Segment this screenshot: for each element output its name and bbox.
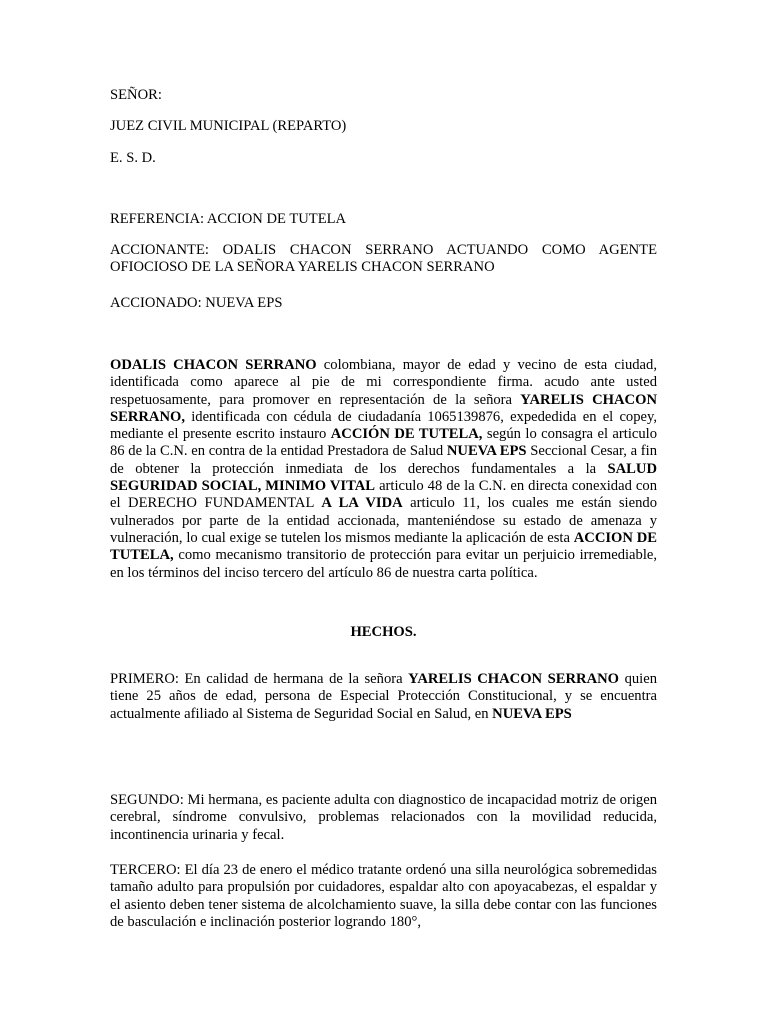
- fact-bold: NUEVA EPS: [492, 705, 572, 722]
- intro-bold: ODALIS CHACON SERRANO: [110, 357, 317, 373]
- fact-bold: YARELIS CHACON SERRANO: [408, 671, 620, 687]
- addressee: JUEZ CIVIL MUNICIPAL (REPARTO): [110, 118, 347, 134]
- plaintiff: ACCIONANTE: ODALIS CHACON SERRANO ACTUANDO COMO AGENTE OFIOCIOSO DE LA SEÑORA YARELIS CHACON SERRANO: [110, 242, 657, 276]
- intro-bold: YARELIS CHACON SERRANO,: [110, 391, 657, 425]
- intro-text: articulo 48 de la C.N. en directa conexidad con el DERECHO FUNDAMENTAL: [110, 478, 657, 512]
- intro-text: articulo 11, los cuales me están siendo vulnerados por parte de la entidad accionada, manteniéndose su estado de amenaza y vulneración, lo cual exige se tutelen los mismos mediante la aplicación de esta: [110, 495, 657, 546]
- esd-line: E. S. D.: [110, 150, 156, 166]
- intro-paragraph: [110, 357, 657, 582]
- section-heading: HECHOS.: [350, 623, 417, 640]
- fact-text: quien tiene 25 años de edad, persona de Especial Protección Constitucional, y se encuentra actualmente afiliado al Sistema de Seguridad Social en Salud, en: [110, 671, 657, 722]
- intro-bold: A LA VIDA: [321, 495, 403, 512]
- intro-text: Seccional Cesar, a fin de obtener la protección inmediata de los derechos fundamentales a la: [110, 443, 657, 477]
- intro-text: como mecanismo transitorio de protección para evitar un perjuicio irremediable, en los términos del inciso tercero del artículo 86 de nuestra carta política.: [110, 547, 657, 581]
- intro-text: colombiana, mayor de edad y vecino de esta ciudad, identificada como aparece al pie de mi correspondiente firma. acudo ante usted respetuosamente, para promover en representación de la señora: [110, 357, 657, 408]
- intro-text: según lo consagra el articulo 86 de la C.N. en contra de la entidad Prestadora de Salud: [110, 426, 658, 460]
- intro-text: identificada con cédula de ciudadanía 1065139876, expededida en el copey, mediante el presente escrito instauro: [110, 408, 657, 443]
- defendant: ACCIONADO: NUEVA EPS: [110, 295, 283, 311]
- fact-first: [110, 671, 657, 723]
- intro-bold: NUEVA EPS: [446, 443, 527, 460]
- reference: REFERENCIA: ACCION DE TUTELA: [110, 211, 347, 227]
- fact-third: TERCERO: El día 23 de enero el médico tratante ordenó una silla neurológica sobremedidas tamaño adulto para propulsión por cuidadores, espaldar alto con apoyacabezas, el espaldar y el asiento deben tener sistema de alcolchamiento suave, la silla debe contar con las funciones de basculación e inclinación posterior logrando 180°,: [110, 862, 657, 930]
- intro-bold: ACCIÓN DE TUTELA,: [330, 426, 483, 443]
- fact-second: SEGUNDO: Mi hermana, es paciente adulta con diagnostico de incapacidad motriz de origen cerebral, síndrome convulsivo, problemas relacionados con la movilidad reducida, incontinencia urinaria y fecal.: [110, 792, 657, 843]
- salutation: SEÑOR:: [110, 87, 162, 103]
- fact-text: PRIMERO: En calidad de hermana de la señora: [110, 671, 409, 687]
- intro-bold: ACCION DE TUTELA,: [110, 529, 658, 564]
- intro-bold: SALUD SEGURIDAD SOCIAL, MINIMO VITAL: [110, 460, 657, 495]
